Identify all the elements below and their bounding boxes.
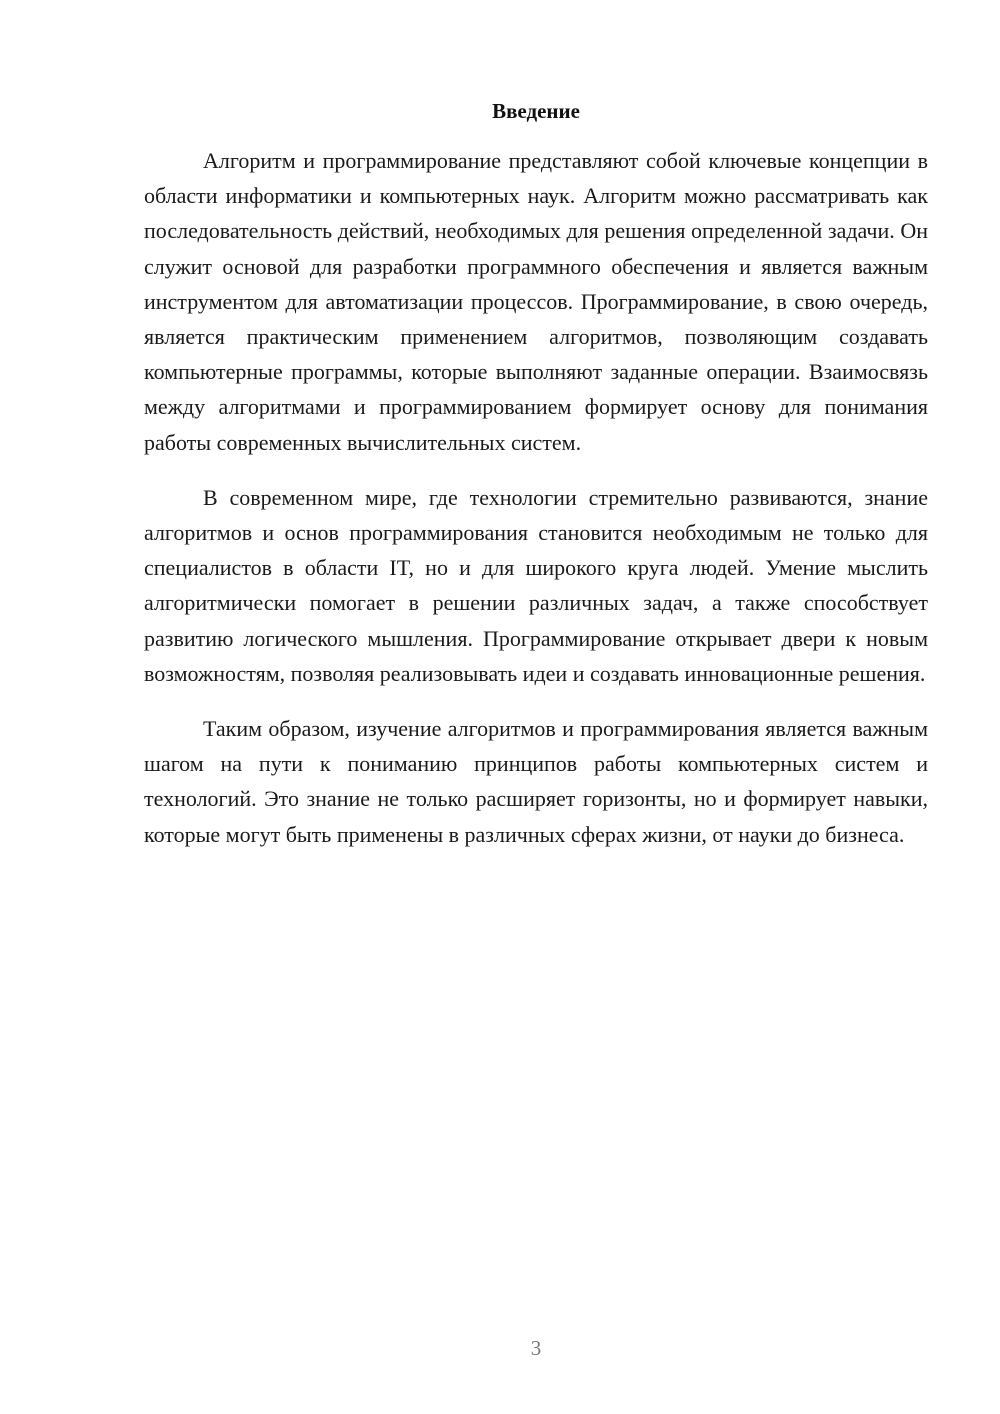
paragraph-3: Таким образом, изучение алгоритмов и программирования является важным шагом на пути к пониманию принципов работы компьютерных систем и технологий. Это знание не только расширяет горизонты, но и формирует навыки, которые могут быть применены в различных сферах жизни, от науки до бизнеса. — [144, 716, 928, 847]
body-text — [144, 143, 928, 872]
paragraph-2: В современном мире, где технологии стремительно развиваются, знание алгоритмов и основ программирования становится необходимым не только для специалистов в области IT, но и для широкого круга людей. Умение мыслить алгоритмически помогает в решении различных задач, а также способствует развитию логического мышления. Программирование открывает двери к новым возможностям, позволяя реализовывать идеи и создавать инновационные решения. — [144, 484, 928, 686]
section-heading: Введение — [492, 99, 580, 123]
page-number: 3 — [530, 1336, 542, 1360]
paragraph-1: Алгоритм и программирование представляют собой ключевые концепции в области информатики и компьютерных наук. Алгоритм можно рассматривать как последовательность действий, необходимых для решения определенной задачи. Он служит основой для разработки программного обеспечения и является важным инструментом для автоматизации процессов. Программирование, в свою очередь, является практическим применением алгоритмов, позволяющим создавать компьютерные программы, которые выполняют заданные операции. Взаимосвязь между алгоритмами и программированием формирует основу для понимания работы современных вычислительных систем. — [144, 148, 928, 455]
